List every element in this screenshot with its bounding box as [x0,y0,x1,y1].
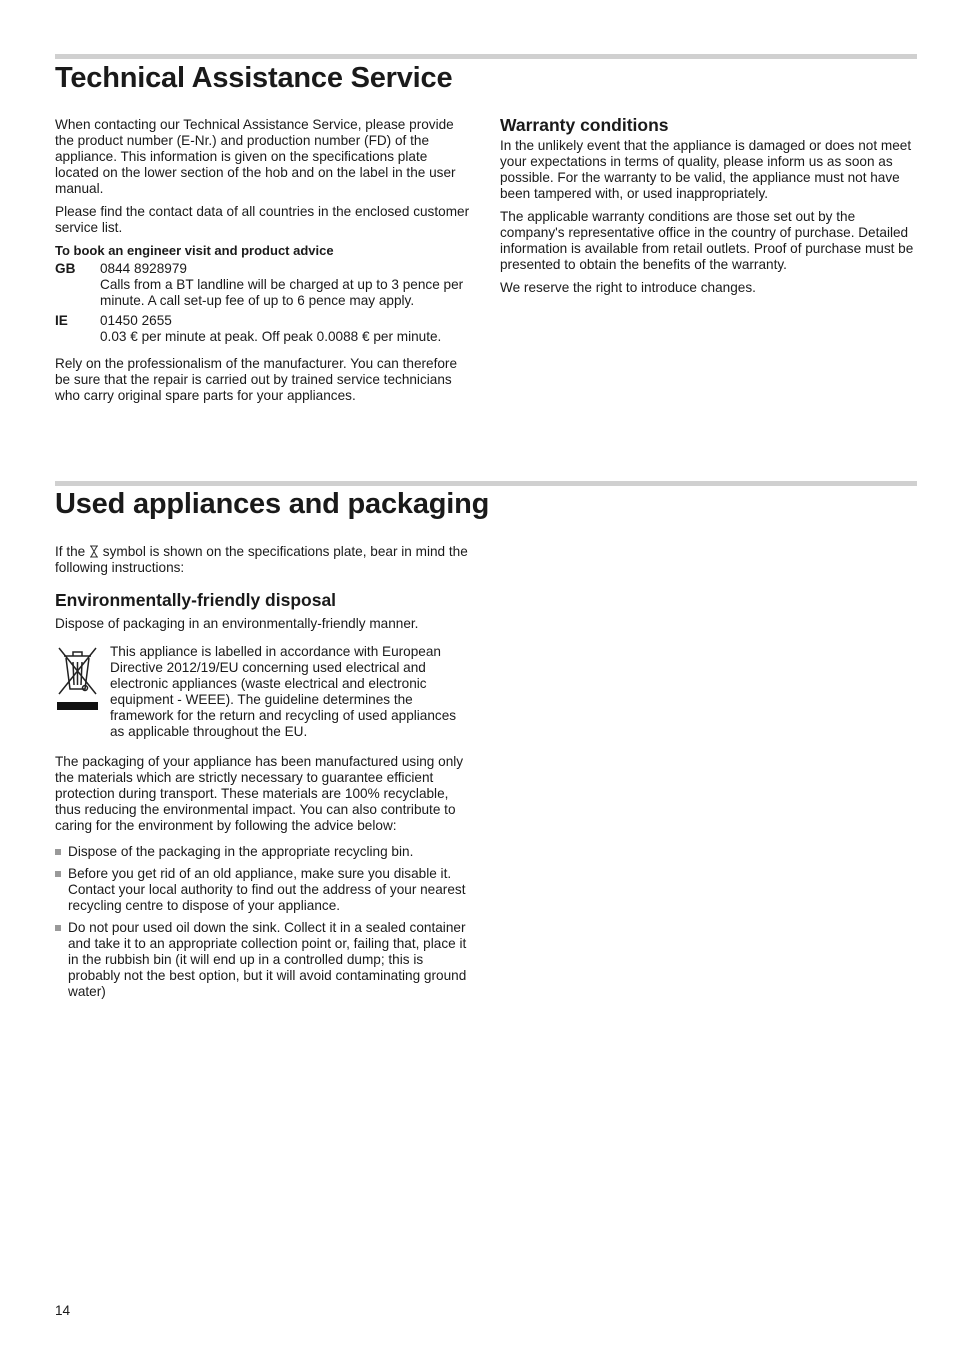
section-divider-bottom [55,481,917,486]
paragraph: Rely on the professionalism of the manufacturer. You can therefore be sure that the repair is carried out by trained service technicians who carry original spare parts for your appliances. [55,356,458,403]
contact-row-gb [55,261,473,309]
used-appliances-column [55,544,473,1006]
paragraph: The applicable warranty conditions are those set out by the company's representative office in the country of purchase. Detailed information is available from retail outlets. Proof of purchase must be presented to obtain the benefits of the warranty. [500,209,914,272]
paragraph: The packaging of your appliance has been manufactured using only the materials which are strictly necessary to guarantee efficient protection during transport. These materials are 100% recyclable, thus reducing the environmental impact. You can also contribute to caring for the environment by following the advice below: [55,754,464,833]
section-title-technical-assistance: Technical Assistance Service [55,62,453,94]
paragraph: Dispose of packaging in an environmentally-friendly manner. [55,616,419,631]
country-code: GB [55,261,76,276]
paragraph: Please find the contact data of all countries in the enclosed customer service list. [55,204,470,235]
intro-text-after: symbol is shown on the specifications plate, bear in mind the following instructions: [55,544,468,575]
list-item: Dispose of the packaging in the appropriate recycling bin. [55,844,473,860]
contact-details [100,313,441,345]
disposal-heading: Environmentally-friendly disposal [55,590,337,610]
contact-details [100,261,473,309]
page-number: 14 [55,1303,71,1318]
paragraph: We reserve the right to introduce changes. [500,280,756,295]
hourglass-symbol-icon [89,545,99,558]
warranty-heading: Warranty conditions [500,115,669,135]
section-divider-top [55,54,917,59]
call-charge-note: Calls from a BT landline will be charged at up to 3 pence per minute. A call set-up fee of up to 6 pence may apply. [100,277,464,308]
booking-heading: To book an engineer visit and product advice [55,243,334,258]
technical-assistance-left-column [55,117,473,411]
phone-number: 01450 2655 [100,313,172,328]
intro-paragraph [55,544,473,576]
weee-notice [55,644,473,740]
paragraph: When contacting our Technical Assistance Service, please provide the product number (E-Nr.) and production number (FD) of the appliance. This information is given on the specifications plate located on the lower section of the hob and on the label in the user manual. [55,117,456,196]
weee-text: This appliance is labelled in accordance with European Directive 2012/19/EU concerning used electrical and electronic appliances (waste electrical and electronic equipment - WEEE). The guideline determines the framework for the return and recycling of used appliances as applicable throughout the EU. [110,644,457,739]
country-code: IE [55,313,68,328]
phone-number: 0844 8928979 [100,261,187,276]
advice-list [55,844,473,1000]
section-title-used-appliances: Used appliances and packaging [55,488,490,520]
list-item: Before you get rid of an old appliance, make sure you disable it. Contact your local authority to find out the address of your nearest recycling centre to dispose of your appliance. [55,866,473,914]
call-charge-note: 0.03 € per minute at peak. Off peak 0.0088 € per minute. [100,329,442,344]
list-item: Do not pour used oil down the sink. Collect it in a sealed container and take it to an appropriate collection point or, failing that, place it in the rubbish bin (it will end up in a controlled dump; this is probably not the best option, but it will avoid contaminating ground water) [55,920,473,1000]
intro-text-before: If the [55,544,86,559]
warranty-column [500,117,918,303]
crossed-out-bin-icon [55,644,100,712]
paragraph: In the unlikely event that the appliance is damaged or does not meet your expectations in terms of quality, please inform us as soon as possible. For the warranty to be valid, the appliance must not have been tampered with, or used inappropriately. [500,138,912,201]
contact-row-ie [55,313,473,345]
